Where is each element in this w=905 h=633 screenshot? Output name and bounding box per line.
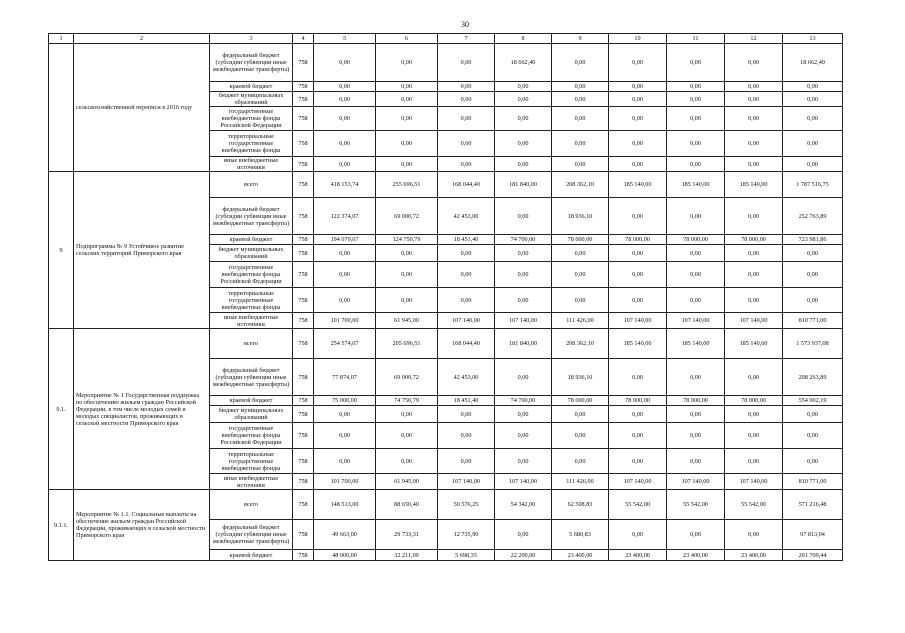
value-cell: 0,00 (609, 245, 667, 262)
funding-source: краевой бюджет (210, 550, 293, 561)
value-cell: 0,00 (438, 157, 495, 172)
value-cell: 0,00 (667, 198, 725, 235)
total-cell: 18 662,40 (783, 44, 843, 82)
total-cell: 0,00 (783, 262, 843, 288)
table-row (49, 490, 843, 520)
value-cell: 0,00 (667, 449, 725, 474)
total-cell: 554 902,19 (783, 396, 843, 406)
budget-table (48, 33, 843, 561)
value-cell: 0,00 (609, 288, 667, 313)
value-cell: 0,00 (609, 520, 667, 550)
column-header: 1 (49, 34, 74, 44)
value-cell: 0,00 (495, 92, 552, 107)
value-cell: 0,00 (376, 92, 438, 107)
value-cell: 78 000,00 (609, 396, 667, 406)
value-cell: 0,00 (552, 82, 609, 92)
budget-code: 758 (293, 44, 314, 82)
budget-code: 758 (293, 198, 314, 235)
value-cell: 107 140,00 (495, 313, 552, 329)
value-cell: 0,00 (376, 262, 438, 288)
value-cell: 5 680,83 (552, 520, 609, 550)
value-cell: 0,00 (438, 44, 495, 82)
budget-code: 758 (293, 82, 314, 92)
funding-source: федеральный бюджет (субсидии субвенции иные межбюджетные трансферты) (210, 198, 293, 235)
funding-source: краевой бюджет (210, 396, 293, 406)
value-cell: 0,00 (667, 245, 725, 262)
value-cell: 0,00 (438, 288, 495, 313)
value-cell: 0,00 (552, 92, 609, 107)
value-cell: 0,00 (314, 44, 376, 82)
value-cell: 0,00 (725, 423, 783, 449)
value-cell: 0,00 (725, 82, 783, 92)
value-cell: 0,00 (609, 131, 667, 157)
budget-code: 758 (293, 396, 314, 406)
value-cell: 62 508,83 (552, 490, 609, 520)
value-cell: 0,00 (438, 131, 495, 157)
total-cell: 1 787 516,75 (783, 172, 843, 198)
total-cell: 0,00 (783, 131, 843, 157)
column-header: 6 (376, 34, 438, 44)
budget-code: 758 (293, 423, 314, 449)
value-cell: 0,00 (667, 423, 725, 449)
value-cell: 69 000,72 (376, 359, 438, 396)
value-cell: 0,00 (725, 406, 783, 423)
value-cell: 88 650,40 (376, 490, 438, 520)
value-cell: 0,00 (376, 449, 438, 474)
value-cell: 74 750,79 (376, 396, 438, 406)
column-header: 3 (210, 34, 293, 44)
value-cell: 0,00 (552, 107, 609, 131)
total-cell: 97 813,04 (783, 520, 843, 550)
budget-code: 758 (293, 92, 314, 107)
value-cell: 181 840,00 (495, 329, 552, 359)
column-header: 10 (609, 34, 667, 44)
value-cell: 0,00 (609, 262, 667, 288)
value-cell: 0,00 (609, 359, 667, 396)
total-cell: 208 263,89 (783, 359, 843, 396)
value-cell: 0,00 (725, 262, 783, 288)
value-cell: 0,00 (667, 288, 725, 313)
value-cell: 107 140,00 (609, 313, 667, 329)
funding-source: всего (210, 172, 293, 198)
value-cell: 185 140,00 (609, 172, 667, 198)
value-cell: 0,00 (609, 44, 667, 82)
value-cell: 0,00 (552, 131, 609, 157)
value-cell: 0,00 (495, 359, 552, 396)
item-name: Мероприятие № 1.1. Социальные выплаты на обеспечение жильем граждан Российской Федерации, проживающих в сельской местности Приморского края (74, 490, 210, 561)
total-cell: 571 216,48 (783, 490, 843, 520)
value-cell: 48 000,00 (314, 550, 376, 561)
value-cell: 0,00 (438, 406, 495, 423)
value-cell: 78 000,00 (667, 396, 725, 406)
value-cell: 0,00 (667, 520, 725, 550)
value-cell: 107 140,00 (667, 313, 725, 329)
total-cell: 0,00 (783, 92, 843, 107)
budget-code: 758 (293, 235, 314, 245)
value-cell: 0,00 (314, 92, 376, 107)
value-cell: 0,00 (314, 262, 376, 288)
value-cell: 0,00 (725, 520, 783, 550)
value-cell: 0,00 (495, 107, 552, 131)
column-header: 4 (293, 34, 314, 44)
value-cell: 78 000,00 (552, 396, 609, 406)
value-cell: 107 140,00 (667, 474, 725, 490)
value-cell: 22 200,00 (495, 550, 552, 561)
value-cell: 0,00 (609, 157, 667, 172)
funding-source: территориальные государственные внебюджетные фонды (210, 131, 293, 157)
value-cell: 78 000,00 (725, 396, 783, 406)
value-cell: 5 698,35 (438, 550, 495, 561)
value-cell: 0,00 (495, 245, 552, 262)
total-cell: 810 771,00 (783, 313, 843, 329)
value-cell: 0,00 (495, 423, 552, 449)
value-cell: 0,00 (495, 198, 552, 235)
item-index: 9.1.1. (49, 490, 74, 561)
value-cell: 107 140,00 (725, 474, 783, 490)
value-cell: 55 542,00 (667, 490, 725, 520)
value-cell: 107 140,00 (438, 474, 495, 490)
value-cell: 0,00 (314, 449, 376, 474)
budget-code: 758 (293, 245, 314, 262)
value-cell: 0,00 (438, 107, 495, 131)
value-cell: 0,00 (667, 92, 725, 107)
value-cell: 0,00 (552, 245, 609, 262)
value-cell: 0,00 (314, 406, 376, 423)
value-cell: 0,00 (667, 131, 725, 157)
value-cell: 168 044,40 (438, 172, 495, 198)
value-cell: 0,00 (609, 82, 667, 92)
value-cell: 168 044,40 (438, 329, 495, 359)
column-header: 11 (667, 34, 725, 44)
value-cell: 0,00 (495, 131, 552, 157)
value-cell: 194 079,67 (314, 235, 376, 245)
value-cell: 78 000,00 (552, 235, 609, 245)
value-cell: 0,00 (552, 157, 609, 172)
value-cell: 0,00 (314, 157, 376, 172)
value-cell: 101 700,00 (314, 474, 376, 490)
value-cell: 0,00 (376, 82, 438, 92)
funding-source: территориальные государственные внебюджетные фонды (210, 288, 293, 313)
value-cell: 77 874,07 (314, 359, 376, 396)
value-cell: 0,00 (725, 107, 783, 131)
value-cell: 78 000,00 (667, 235, 725, 245)
value-cell: 185 140,00 (725, 329, 783, 359)
value-cell: 0,00 (438, 449, 495, 474)
value-cell: 0,00 (725, 44, 783, 82)
total-cell: 810 771,00 (783, 474, 843, 490)
budget-code: 758 (293, 262, 314, 288)
value-cell: 0,00 (552, 44, 609, 82)
value-cell: 185 140,00 (667, 172, 725, 198)
value-cell: 0,00 (438, 245, 495, 262)
funding-source: федеральный бюджет (субсидии субвенции иные межбюджетные трансферты) (210, 359, 293, 396)
item-name: Мероприятие № 1 Государственная поддержка по обеспечению жильем граждан Российской Федерации, в том числе молодых семей и молодых специалистов, проживающих в сельской местности Приморского края (74, 329, 210, 490)
value-cell: 122 374,07 (314, 198, 376, 235)
value-cell: 0,00 (725, 131, 783, 157)
value-cell: 0,00 (725, 157, 783, 172)
item-name: Подпрограмма № 9 Устойчивое развитие сельских территорий Приморского края (74, 172, 210, 329)
value-cell: 0,00 (552, 449, 609, 474)
value-cell: 18 662,40 (495, 44, 552, 82)
budget-code: 758 (293, 520, 314, 550)
funding-source: государственные внебюджетные фонды Российской Федерации (210, 262, 293, 288)
value-cell: 0,00 (438, 92, 495, 107)
value-cell: 18 936,10 (552, 198, 609, 235)
budget-code: 758 (293, 329, 314, 359)
value-cell: 0,00 (667, 262, 725, 288)
total-cell: 0,00 (783, 82, 843, 92)
funding-source: государственные внебюджетные фонды Российской Федерации (210, 107, 293, 131)
funding-source: иные внебюджетные источники (210, 157, 293, 172)
budget-code: 758 (293, 107, 314, 131)
value-cell: 50 576,25 (438, 490, 495, 520)
value-cell: 0,00 (438, 423, 495, 449)
funding-source: федеральный бюджет (субсидии субвенции иные межбюджетные трансферты) (210, 44, 293, 82)
total-cell: 252 763,89 (783, 198, 843, 235)
value-cell: 185 140,00 (725, 172, 783, 198)
value-cell: 107 140,00 (725, 313, 783, 329)
value-cell: 32 211,09 (376, 550, 438, 561)
column-header: 7 (438, 34, 495, 44)
item-name: сельскохозяйственной переписи в 2016 году (74, 44, 210, 172)
header-row (49, 34, 843, 44)
value-cell: 0,00 (667, 359, 725, 396)
value-cell: 418 153,74 (314, 172, 376, 198)
value-cell: 0,00 (609, 423, 667, 449)
value-cell: 18 451,40 (438, 235, 495, 245)
value-cell: 0,00 (725, 198, 783, 235)
column-header: 5 (314, 34, 376, 44)
value-cell: 254 574,07 (314, 329, 376, 359)
page-number: 30 (461, 20, 469, 29)
value-cell: 0,00 (314, 245, 376, 262)
value-cell: 0,00 (438, 82, 495, 92)
item-index (49, 44, 74, 172)
total-cell: 0,00 (783, 288, 843, 313)
funding-source: государственные внебюджетные фонды Российской Федерации (210, 423, 293, 449)
total-cell: 0,00 (783, 449, 843, 474)
total-cell: 0,00 (783, 157, 843, 172)
funding-source: бюджет муниципальных образований (210, 92, 293, 107)
column-header: 2 (74, 34, 210, 44)
table-row (49, 44, 843, 82)
funding-source: территориальные государственные внебюджетные фонды (210, 449, 293, 474)
funding-source: иные внебюджетные источники (210, 313, 293, 329)
value-cell: 0,00 (495, 520, 552, 550)
funding-source: бюджет муниципальных образований (210, 406, 293, 423)
value-cell: 0,00 (495, 82, 552, 92)
value-cell: 29 733,31 (376, 520, 438, 550)
value-cell: 23 400,00 (725, 550, 783, 561)
value-cell: 0,00 (376, 44, 438, 82)
value-cell: 75 000,00 (314, 396, 376, 406)
funding-source: всего (210, 329, 293, 359)
value-cell: 0,00 (438, 262, 495, 288)
value-cell: 0,00 (376, 157, 438, 172)
value-cell: 0,00 (667, 107, 725, 131)
value-cell: 0,00 (314, 131, 376, 157)
value-cell: 101 700,00 (314, 313, 376, 329)
value-cell: 185 140,00 (609, 329, 667, 359)
value-cell: 255 696,51 (376, 172, 438, 198)
budget-code: 758 (293, 157, 314, 172)
value-cell: 0,00 (376, 423, 438, 449)
value-cell: 0,00 (495, 157, 552, 172)
value-cell: 12 735,90 (438, 520, 495, 550)
value-cell: 74 700,00 (495, 235, 552, 245)
value-cell: 0,00 (609, 198, 667, 235)
total-cell: 0,00 (783, 107, 843, 131)
value-cell: 0,00 (314, 82, 376, 92)
value-cell: 74 700,00 (495, 396, 552, 406)
value-cell: 208 362,10 (552, 172, 609, 198)
column-header: 9 (552, 34, 609, 44)
funding-source: всего (210, 490, 293, 520)
value-cell: 0,00 (725, 245, 783, 262)
value-cell: 42 453,00 (438, 359, 495, 396)
value-cell: 0,00 (609, 92, 667, 107)
value-cell: 0,00 (725, 288, 783, 313)
budget-code: 758 (293, 406, 314, 423)
value-cell: 0,00 (495, 262, 552, 288)
value-cell: 42 453,00 (438, 198, 495, 235)
funding-source: краевой бюджет (210, 82, 293, 92)
item-index: 9.1. (49, 329, 74, 490)
total-cell: 201 709,44 (783, 550, 843, 561)
value-cell: 0,00 (725, 449, 783, 474)
value-cell: 0,00 (552, 262, 609, 288)
value-cell: 61 945,00 (376, 313, 438, 329)
table-row (49, 329, 843, 359)
column-header: 13 (783, 34, 843, 44)
column-header: 8 (495, 34, 552, 44)
table-row (49, 172, 843, 198)
value-cell: 124 750,79 (376, 235, 438, 245)
value-cell: 0,00 (725, 92, 783, 107)
value-cell: 0,00 (609, 449, 667, 474)
budget-code: 758 (293, 288, 314, 313)
value-cell: 0,00 (667, 44, 725, 82)
budget-code: 758 (293, 131, 314, 157)
value-cell: 107 140,00 (438, 313, 495, 329)
total-cell: 0,00 (783, 245, 843, 262)
value-cell: 0,00 (552, 288, 609, 313)
value-cell: 23 400,00 (667, 550, 725, 561)
value-cell: 148 513,00 (314, 490, 376, 520)
total-cell: 0,00 (783, 406, 843, 423)
value-cell: 205 696,51 (376, 329, 438, 359)
value-cell: 61 945,00 (376, 474, 438, 490)
value-cell: 0,00 (667, 157, 725, 172)
value-cell: 0,00 (314, 107, 376, 131)
value-cell: 0,00 (376, 131, 438, 157)
budget-code: 758 (293, 490, 314, 520)
budget-code: 758 (293, 474, 314, 490)
funding-source: иные внебюджетные источники (210, 474, 293, 490)
funding-source: бюджет муниципальных образований (210, 245, 293, 262)
value-cell: 49 663,00 (314, 520, 376, 550)
budget-code: 758 (293, 550, 314, 561)
value-cell: 0,00 (314, 288, 376, 313)
budget-code: 758 (293, 313, 314, 329)
value-cell: 111 426,00 (552, 313, 609, 329)
value-cell: 0,00 (667, 82, 725, 92)
value-cell: 0,00 (609, 406, 667, 423)
value-cell: 18 936,10 (552, 359, 609, 396)
budget-code: 758 (293, 359, 314, 396)
value-cell: 54 342,00 (495, 490, 552, 520)
funding-source: федеральный бюджет (субсидии субвенции иные межбюджетные трансферты) (210, 520, 293, 550)
total-cell: 1 573 937,08 (783, 329, 843, 359)
value-cell: 23 400,00 (552, 550, 609, 561)
value-cell: 107 140,00 (495, 474, 552, 490)
value-cell: 78 000,00 (725, 235, 783, 245)
budget-code: 758 (293, 449, 314, 474)
value-cell: 0,00 (609, 107, 667, 131)
value-cell: 0,00 (667, 406, 725, 423)
value-cell: 0,00 (376, 245, 438, 262)
value-cell: 0,00 (314, 423, 376, 449)
value-cell: 69 000,72 (376, 198, 438, 235)
column-header: 12 (725, 34, 783, 44)
value-cell: 55 542,00 (725, 490, 783, 520)
value-cell: 0,00 (376, 406, 438, 423)
value-cell: 107 140,00 (609, 474, 667, 490)
item-index: 9 (49, 172, 74, 329)
value-cell: 0,00 (376, 107, 438, 131)
value-cell: 18 451,40 (438, 396, 495, 406)
value-cell: 78 000,00 (609, 235, 667, 245)
value-cell: 0,00 (552, 423, 609, 449)
value-cell: 0,00 (376, 288, 438, 313)
budget-code: 758 (293, 172, 314, 198)
value-cell: 0,00 (552, 406, 609, 423)
funding-source: краевой бюджет (210, 235, 293, 245)
value-cell: 55 542,00 (609, 490, 667, 520)
value-cell: 0,00 (495, 449, 552, 474)
value-cell: 185 140,00 (667, 329, 725, 359)
value-cell: 23 400,00 (609, 550, 667, 561)
table-body (49, 44, 843, 561)
total-cell: 723 981,86 (783, 235, 843, 245)
value-cell: 208 362,10 (552, 329, 609, 359)
value-cell: 0,00 (725, 359, 783, 396)
value-cell: 0,00 (495, 406, 552, 423)
value-cell: 0,00 (495, 288, 552, 313)
value-cell: 111 426,00 (552, 474, 609, 490)
total-cell: 0,00 (783, 423, 843, 449)
value-cell: 181 840,00 (495, 172, 552, 198)
